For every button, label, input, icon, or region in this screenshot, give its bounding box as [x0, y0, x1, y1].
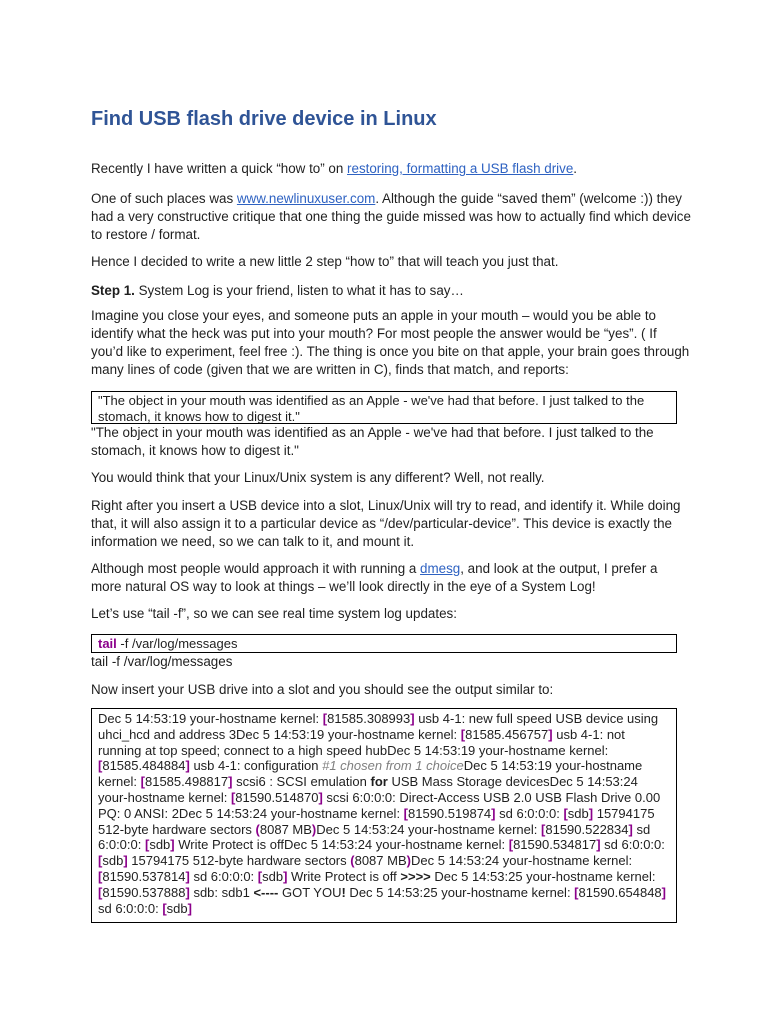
log-text: sd 6:0:0:0:: [189, 868, 258, 884]
bracket-close: ]: [596, 837, 601, 853]
bracket-open: [: [574, 884, 579, 900]
log-text: sd 6:0:0:0:: [600, 837, 665, 853]
log-timestamp: 81585.498817: [144, 774, 229, 790]
intro-paragraph: [91, 160, 691, 178]
tail-command-text: tail -f /var/log/messages: [91, 654, 233, 669]
bracket-close: ]: [123, 853, 128, 869]
identify-paragraph: Right after you insert a USB device into a slot, Linux/Unix will try to read, and identify it. While doing that, it will also assign it to a particular device as “/dev/particular-device”. This device is exactly the information we need, so we can talk to it, and mount it.: [91, 498, 681, 549]
log-text: usb 4-1: new full speed USB device using uhci_hcd and address 3Dec 5 14:53:19 your-hostname kernel:: [98, 711, 659, 742]
bracket-open: [: [162, 900, 167, 916]
dmesg-paragraph: [91, 560, 691, 596]
log-text: sdb: sdb1: [189, 884, 254, 900]
log-text: sd 6:0:0:0:: [98, 900, 163, 916]
newlinuxuser-link[interactable]: www.newlinuxuser.com: [236, 191, 376, 206]
log-text: Dec 5 14:53:19 your-hostname kernel:: [98, 711, 323, 726]
page-title: Find USB flash drive device in Linux: [91, 108, 437, 130]
bracket-open: [: [98, 884, 103, 900]
log-keyword: for: [370, 774, 388, 790]
tail-intro-paragraph: Let’s use “tail -f”, so we can see real time system log updates:: [91, 606, 457, 621]
log-text: Dec 5 14:53:25 your-hostname kernel:: [345, 884, 575, 900]
decision-paragraph: Hence I decided to write a new little 2 step “how to” that will teach you just that.: [91, 254, 559, 269]
log-timestamp: 81590.534817: [513, 837, 597, 853]
bracket-close: ]: [170, 837, 175, 853]
log-text: GOT YOU: [278, 884, 342, 900]
bracket-open: [: [541, 821, 546, 837]
bracket-open: [: [322, 711, 328, 726]
log-comment: #1 chosen from 1 choice: [322, 758, 464, 774]
tail-command-args: -f /var/log/messages: [116, 636, 238, 651]
bracket-close: ]: [185, 868, 190, 884]
bracket-close: ]: [185, 758, 190, 774]
log-text: USB Mass Storage devicesDec 5 14:53:24 your-hostname kernel:: [98, 774, 638, 805]
bracket-close: ]: [628, 821, 633, 837]
bracket-close: ]: [491, 805, 496, 821]
log-text: Dec 5 14:53:25 your-hostname kernel:: [430, 868, 656, 884]
bracket-open: [: [508, 837, 514, 853]
bracket-open: [: [98, 758, 103, 774]
dmesg-text-end: , and look at the output, I prefer a more natural OS way to look at things – we’ll look directly in the eye of a System Log!: [91, 561, 658, 594]
log-device: sdb: [567, 805, 589, 821]
bracket-open: [: [563, 805, 568, 821]
bracket-close: ]: [228, 774, 233, 790]
log-timestamp: 81590.654848: [578, 884, 662, 900]
bracket-open: [: [98, 868, 103, 884]
bracket-close: ]: [661, 884, 667, 900]
apple-paragraph: Imagine you close your eyes, and someone puts an apple in your mouth – would you be able to identify what the heck was put into your mouth? For most people the answer would be “yes”. ( If you’d like to experiment, feel free :). The thing is once you bite on that apple, your brain goes through many lines of code (given that we are written in C), finds that match, and reports:: [91, 308, 690, 377]
paren-close: ): [311, 821, 317, 837]
log-exclamation: !: [341, 884, 346, 900]
log-timestamp: 81590.537814: [102, 868, 186, 884]
log-size: 8087 MB: [354, 853, 407, 869]
log-text: Write Protect is offDec 5 14:53:24 your-hostname kernel:: [174, 837, 509, 853]
log-device: sdb: [149, 837, 171, 853]
dmesg-text: Although most people would approach it with running a: [91, 561, 421, 576]
paren-open: (: [350, 853, 355, 869]
paren-close: ): [406, 853, 411, 869]
bracket-open: [: [257, 868, 263, 884]
dmesg-link[interactable]: dmesg: [420, 561, 461, 576]
log-timestamp: 81590.522834: [545, 821, 629, 837]
restoring-guide-link[interactable]: restoring, formatting a USB flash drive: [347, 161, 574, 176]
intro-text: Recently I have written a quick “how to” on: [91, 161, 348, 176]
intro-text-end: .: [573, 161, 578, 176]
log-text: Dec 5 14:53:24 your-hostname kernel:: [410, 853, 633, 869]
log-arrow: >>>>: [400, 868, 431, 884]
bracket-close: ]: [548, 726, 553, 742]
log-text: sd 6:0:0:0:: [98, 821, 651, 853]
log-timestamp: 81585.484884: [102, 758, 186, 774]
bracket-close: ]: [318, 789, 323, 805]
log-timestamp: 81590.514870: [235, 789, 319, 805]
step1-label: Step 1.: [91, 283, 135, 298]
tail-command-box: [91, 634, 677, 653]
log-timestamp: 81585.456757: [465, 726, 549, 742]
bracket-open: [: [403, 805, 409, 821]
log-text: 15794175 512-byte hardware sectors: [98, 805, 655, 837]
step1-text: System Log is your friend, listen to what it has to say…: [134, 283, 464, 298]
log-device: sdb: [262, 868, 284, 884]
log-device: sdb: [166, 900, 188, 916]
log-text: usb 4-1: not running at top speed; connect to a high speed hubDec 5 14:53:19 your-hostname kernel:: [98, 726, 625, 758]
bracket-close: ]: [187, 900, 192, 916]
log-size: 8087 MB: [259, 821, 312, 837]
critique-text-end: . Although the guide “saved them” (welcome :)) they had a very constructive critique that one thing the guide missed was how to actually find which device to restore / format.: [91, 191, 691, 242]
paren-open: (: [255, 821, 260, 837]
bracket-close: ]: [283, 868, 288, 884]
log-text: Write Protect is off: [287, 868, 401, 884]
bracket-close: ]: [185, 884, 190, 900]
insert-usb-paragraph: Now insert your USB drive into a slot and you should see the output similar to:: [91, 682, 554, 697]
critique-paragraph: [91, 190, 691, 244]
log-device: sdb: [102, 853, 124, 869]
log-timestamp: 81590.519874: [408, 805, 492, 821]
log-text: scsi 6:0:0:0: Direct-Access USB 2.0 USB Flash Drive 0.00 PQ: 0 ANSI: 2Dec 5 14:53:24 your-hostname kernel:: [98, 789, 661, 821]
tail-keyword: tail: [98, 636, 117, 651]
bracket-open: [: [140, 774, 145, 790]
bracket-close: ]: [410, 711, 415, 726]
log-text: Dec 5 14:53:19 your-hostname kernel:: [98, 758, 643, 790]
log-text: Dec 5 14:53:24 your-hostname kernel:: [316, 821, 542, 837]
step1-paragraph: [91, 282, 691, 300]
quote-paragraph: "The object in your mouth was identified as an Apple - we've had that before. I just talked to the stomach, it knows how to digest it.": [91, 425, 654, 458]
log-text: 15794175 512-byte hardware sectors: [127, 853, 351, 869]
log-arrow: <----: [253, 884, 279, 900]
log-timestamp: 81585.308993: [327, 711, 411, 726]
bracket-open: [: [460, 726, 466, 742]
quote-box: "The object in your mouth was identified as an Apple - we've had that before. I just talked to the stomach, it knows how to digest it.": [91, 391, 677, 424]
linux-question-paragraph: You would think that your Linux/Unix system is any different? Well, not really.: [91, 470, 545, 485]
log-timestamp: 81590.537888: [102, 884, 186, 900]
syslog-output-box: [91, 708, 677, 923]
critique-text: One of such places was: [91, 191, 237, 206]
bracket-open: [: [98, 853, 103, 869]
log-text: sd 6:0:0:0:: [495, 805, 564, 821]
log-text: scsi6 : SCSI emulation: [232, 774, 371, 790]
bracket-close: ]: [588, 805, 594, 821]
bracket-open: [: [230, 789, 236, 805]
log-text: usb 4-1: configuration: [189, 758, 323, 774]
bracket-open: [: [144, 837, 150, 853]
